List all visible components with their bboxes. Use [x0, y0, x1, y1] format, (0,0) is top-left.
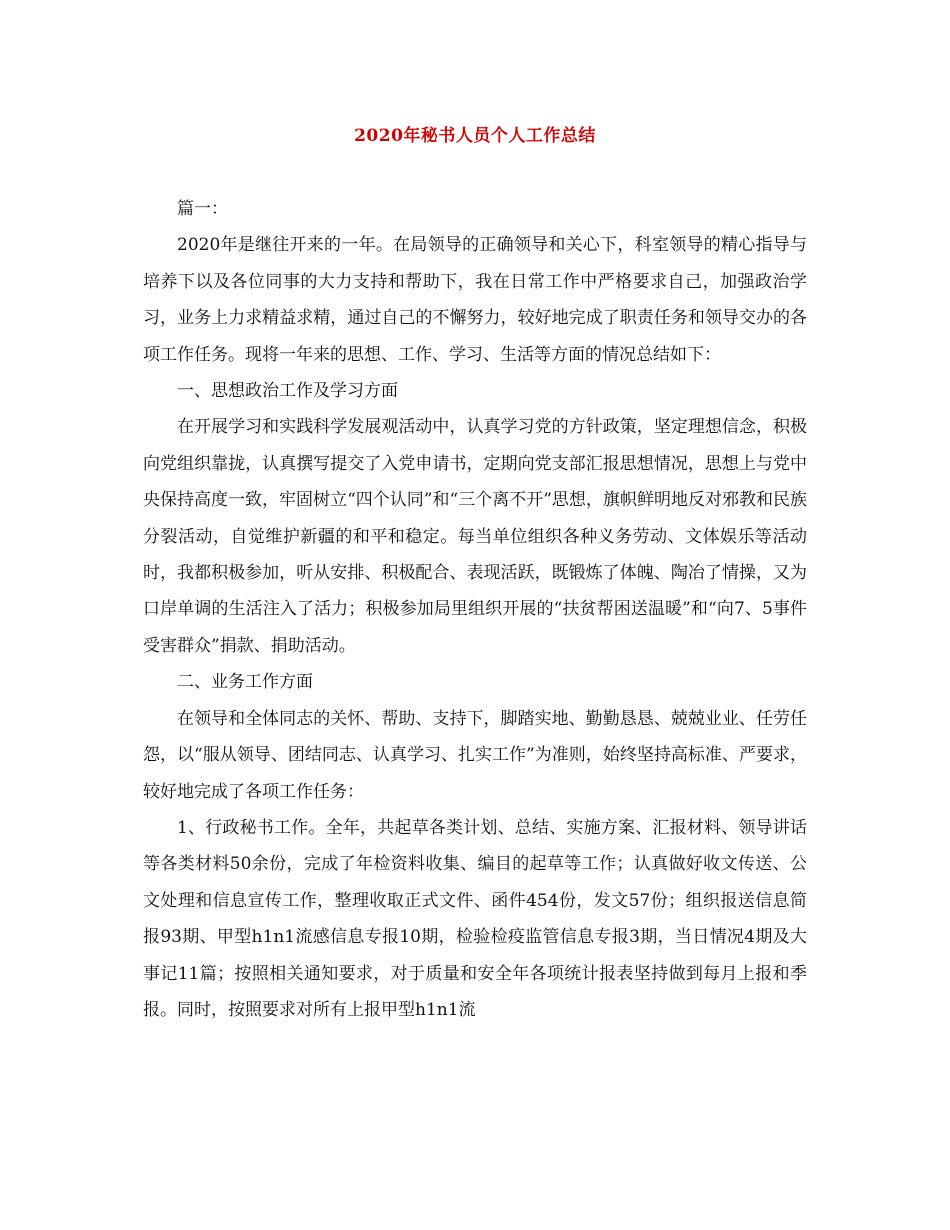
heading-business-work: 二、业务工作方面 — [177, 672, 313, 693]
document-body — [143, 191, 807, 1028]
paragraph-intro: 2020年是继往开来的一年。在局领导的正确领导和关心下，科室领导的精心指导与培养下以及各位同事的大力支持和帮助下，我在日常工作中严格要求自己，加强政治学习，业务上力求精益求精，通过自己的不懈努力，较好地完成了职责任务和领导交办的各项工作任务。现将一年来的思想、工作、学习、生活等方面的情况总结如下： — [143, 235, 807, 365]
paragraph-admin-secretary: 1、行政秘书工作。全年，共起草各类计划、总结、实施方案、汇报材料、领导讲话等各类材料50余份，完成了年检资料收集、编目的起草等工作；认真做好收文传送、公文处理和信息宣传工作，整理收取正式文件、函件454份，发文57份；组织报送信息简报93期、甲型h1n1流感信息专报10期，检验检疫监管信息专报3期，当日情况4期及大事记11篇；按照相关通知要求，对于质量和安全年各项统计报表坚持做到每月上报和季报。同时，按照要求对所有上报甲型h1n1流 — [143, 817, 807, 1020]
document-title: 2020年秘书人员个人工作总结 — [354, 126, 596, 146]
paragraph-business-work: 在领导和全体同志的关怀、帮助、支持下，脚踏实地、勤勤恳恳、兢兢业业、任劳任怨，以“服从领导、团结同志、认真学习、扎实工作”为准则，始终坚持高标准、严要求，较好地完成了各项工作任务： — [143, 708, 807, 802]
paragraph-political-study: 在开展学习和实践科学发展观活动中，认真学习党的方针政策，坚定理想信念，积极向党组织靠拢，认真撰写提交了入党申请书，定期向党支部汇报思想情况，思想上与党中央保持高度一致，牢固树立“四个认同”和“三个离不开”思想，旗帜鲜明地反对邪教和民族分裂活动，自觉维护新疆的和平和稳定。每当单位组织各种义务劳动、文体娱乐等活动时，我都积极参加，听从安排、积极配合、表现活跃，既锻炼了体魄、陶冶了情操，又为口岸单调的生活注入了活力；积极参加局里组织开展的“扶贫帮困送温暖”和“向7、5事件受害群众”捐款、捐助活动。 — [143, 417, 807, 656]
paragraph-section-label: 篇一： — [177, 199, 228, 219]
heading-political-study: 一、思想政治工作及学习方面 — [177, 381, 398, 402]
